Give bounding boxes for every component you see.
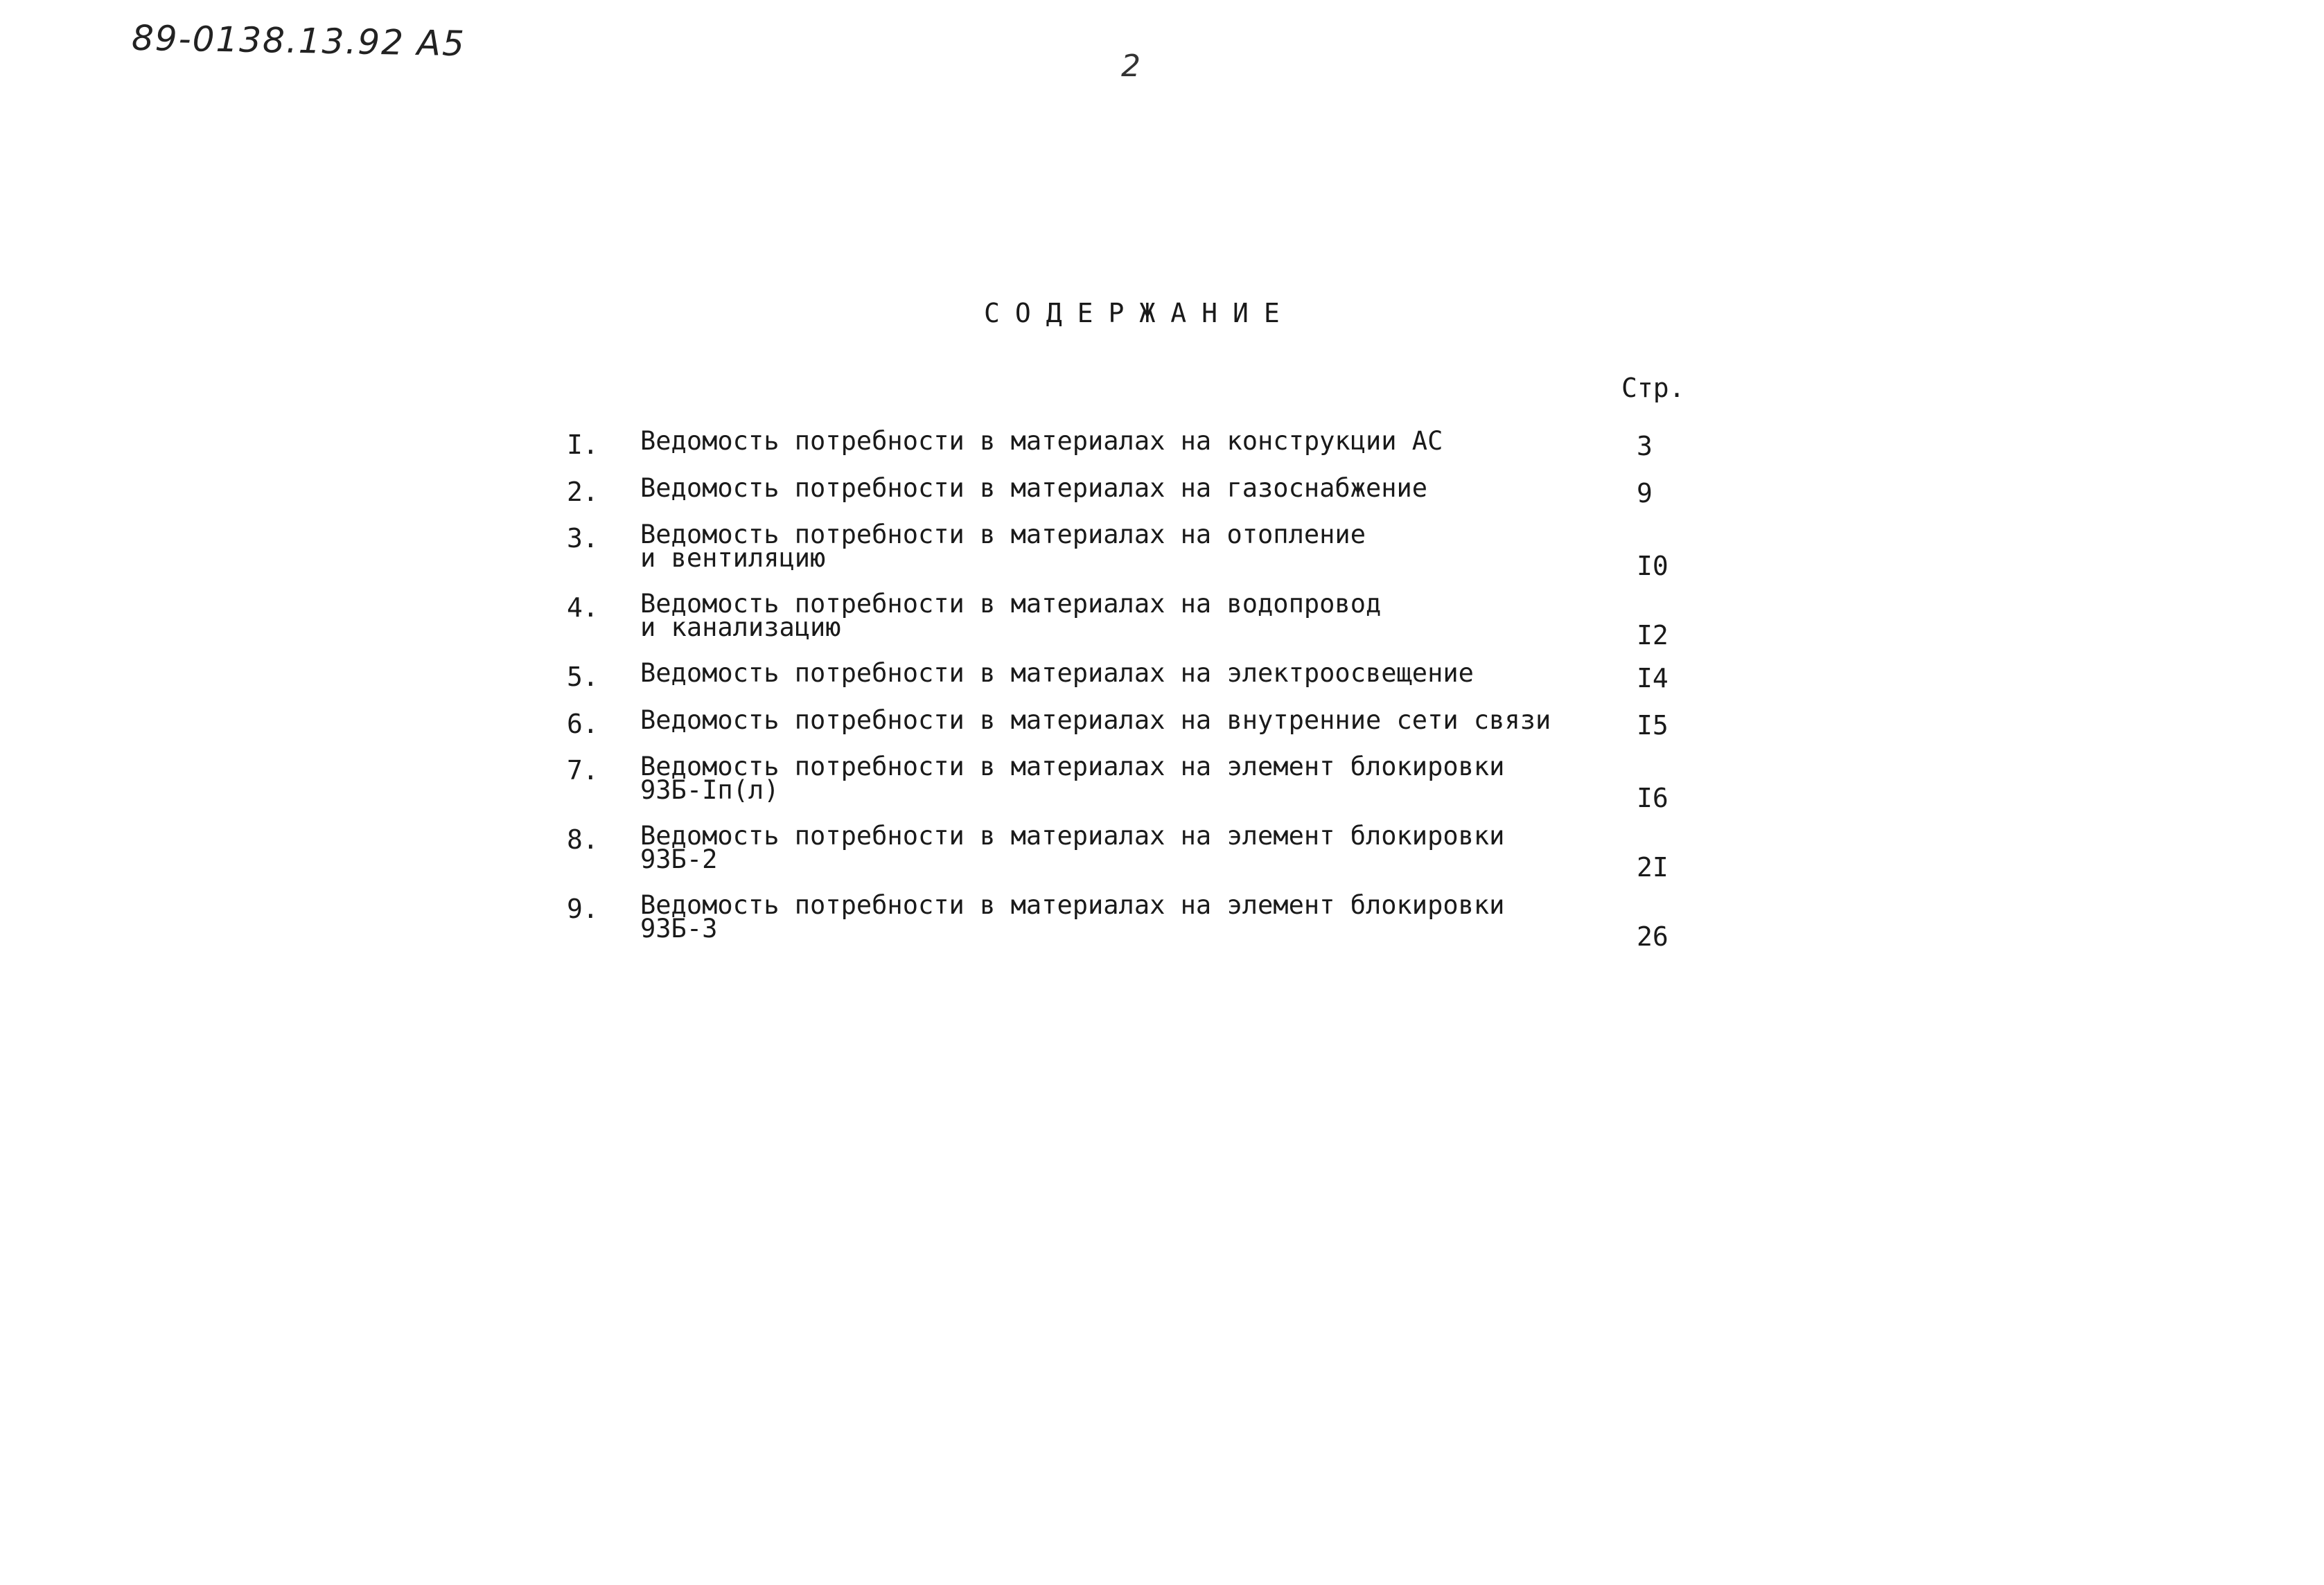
- toc-entry: [0, 821, 2324, 894]
- toc-entry-title-line: Ведомость потребности в материалах на газоснабжение: [640, 473, 1428, 503]
- toc-entry-number: 9.: [567, 894, 599, 924]
- toc-title: СОДЕРЖАНИЕ: [984, 298, 1295, 328]
- page-column-header: Стр.: [1621, 373, 1685, 403]
- page-number: 2: [1121, 48, 1141, 84]
- toc-entry-title-line: 93Б-2: [640, 844, 718, 874]
- toc-entry-title: [640, 752, 1541, 805]
- toc-entry-title-line: Ведомость потребности в материалах на элемент блокировки: [640, 821, 1505, 851]
- toc-entry-number: 8.: [567, 824, 599, 855]
- toc-entry: [0, 589, 2324, 662]
- toc-entry-title: [640, 426, 1541, 456]
- toc-entry-page: 9: [1637, 478, 1653, 508]
- toc-entry-number: 6.: [567, 709, 599, 739]
- toc-entry-title-line: Ведомость потребности в материалах на конструкции АС: [640, 426, 1443, 456]
- toc-entry-page: 26: [1637, 921, 1669, 952]
- toc-entry-title-line: Ведомость потребности в материалах на элемент блокировки: [640, 890, 1505, 920]
- toc-entry-title: [640, 821, 1541, 874]
- toc-entry: [0, 752, 2324, 824]
- toc-entry-title: [640, 705, 1551, 735]
- toc-entry-number: I.: [567, 430, 599, 460]
- toc-entry-page: 2I: [1637, 852, 1669, 883]
- toc-entry-title-line: Ведомость потребности в материалах на электроосвещение: [640, 658, 1474, 688]
- toc-entry-title-line: и вентиляцию: [640, 543, 826, 573]
- toc-entry-title: [640, 589, 1541, 642]
- toc-entry-title-line: Ведомость потребности в материалах на водопровод: [640, 589, 1382, 619]
- toc-entry-title-line: 93Б-Iп(л): [640, 775, 780, 805]
- toc-entry-title-line: 93Б-3: [640, 914, 718, 944]
- toc-entry-number: 7.: [567, 755, 599, 786]
- toc-entry-page: I0: [1637, 551, 1669, 581]
- toc-entry-page: I5: [1637, 710, 1669, 741]
- toc-entry-page: I2: [1637, 620, 1669, 650]
- toc-entry-number: 2.: [567, 477, 599, 507]
- toc-entry-page: I6: [1637, 783, 1669, 813]
- toc-entry-title: [640, 890, 1541, 944]
- toc-entry-page: I4: [1637, 663, 1669, 693]
- toc-entry-title-line: и канализацию: [640, 612, 841, 642]
- toc-entry-title-line: Ведомость потребности в материалах на внутренние сети связи: [640, 705, 1551, 735]
- toc-entry-title: [640, 520, 1541, 573]
- toc-entry-number: 3.: [567, 523, 599, 554]
- toc-entry-number: 5.: [567, 662, 599, 692]
- toc-entry-title-line: Ведомость потребности в материалах на элемент блокировки: [640, 752, 1505, 781]
- toc-entry-page: 3: [1637, 431, 1653, 461]
- toc-entry-title-line: Ведомость потребности в материалах на отопление: [640, 520, 1366, 549]
- toc-entry: [0, 520, 2324, 592]
- toc-entry-title: [640, 473, 1541, 503]
- document-code: 89-0138.13.92 A5: [131, 17, 466, 64]
- toc-entry-number: 4.: [567, 592, 599, 623]
- toc-entry-title: [640, 658, 1541, 688]
- toc-entry: [0, 890, 2324, 963]
